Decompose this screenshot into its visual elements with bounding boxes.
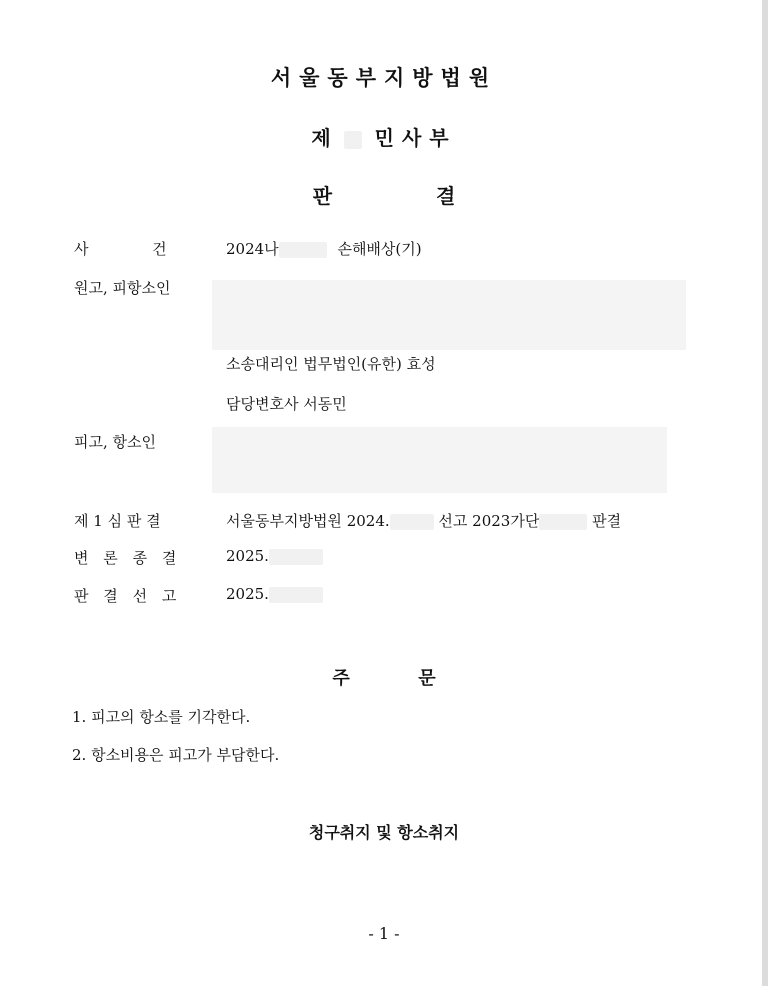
redacted-first-instance-case: [539, 514, 587, 530]
division-title: [0, 122, 768, 151]
order-title-right: 문: [418, 668, 436, 689]
division-prefix: 제: [311, 126, 331, 150]
redacted-pronouncement-date: [269, 587, 323, 603]
first-instance-pronounce: 선고 2023가단: [438, 512, 540, 530]
division-suffix: 민사부: [374, 126, 457, 150]
argument-end-char-2: 론: [103, 549, 118, 567]
redacted-argument-end-date: [269, 549, 323, 565]
redacted-defendant: [212, 427, 667, 493]
case-number: 2024나: [226, 240, 279, 258]
order-item-2: 2. 항소비용은 피고가 부담한다.: [72, 746, 280, 764]
court-name: 서울동부지방법원: [270, 66, 498, 90]
case-name: 손해배상(기): [337, 240, 422, 258]
pronouncement-char-4: 고: [161, 587, 177, 605]
pronouncement-date: 2025.: [226, 585, 269, 603]
argument-end-char-4: 결: [161, 549, 177, 567]
redacted-plaintiff: [212, 280, 686, 350]
doc-type-left: 판: [312, 184, 333, 208]
case-label-char-1: 사: [74, 240, 89, 258]
plaintiff-label: 원고, 피항소인: [74, 279, 171, 297]
plaintiff-attorney: 담당변호사 서동민: [226, 395, 347, 413]
first-instance-char-2: 1: [93, 512, 103, 530]
case-label: [74, 238, 167, 259]
first-instance-court: 서울동부지방법원 2024.: [226, 512, 390, 530]
defendant-label: 피고, 항소인: [74, 433, 156, 451]
first-instance-char-1: 제: [74, 512, 89, 530]
order-title: [0, 664, 768, 690]
argument-end-date: 2025.: [226, 547, 269, 565]
first-instance-char-4: 판: [126, 512, 142, 530]
argument-end-char-1: 변: [74, 549, 89, 567]
pronouncement-char-2: 결: [103, 587, 118, 605]
first-instance-suffix: 판결: [592, 512, 622, 530]
first-instance-char-5: 결: [146, 512, 161, 530]
pronouncement-label: [74, 585, 176, 606]
first-instance-label: [74, 510, 161, 531]
redacted-first-instance-date: [390, 514, 434, 530]
argument-end-value: [226, 547, 323, 565]
claim-section-title: 청구취지 및 항소취지: [308, 823, 460, 842]
doc-type-right: 결: [435, 184, 456, 208]
order-title-left: 주: [332, 668, 350, 689]
case-value: [226, 238, 422, 259]
case-label-char-2: 건: [152, 240, 167, 258]
pronouncement-value: [226, 585, 323, 603]
plaintiff-counsel: 소송대리인 법무법인(유한) 효성: [226, 355, 436, 373]
redacted-division-number: [344, 131, 362, 149]
first-instance-char-3: 심: [107, 512, 123, 530]
pronouncement-char-3: 선: [132, 587, 148, 605]
pronouncement-char-1: 판: [74, 587, 89, 605]
argument-end-label: [74, 547, 176, 568]
page-number: - 1 -: [368, 924, 400, 943]
document-type-title: [0, 180, 768, 209]
order-item-1: 1. 피고의 항소를 기각한다.: [72, 708, 251, 726]
first-instance-value: [226, 510, 621, 531]
redacted-case-number: [279, 242, 327, 258]
argument-end-char-3: 종: [132, 549, 148, 567]
